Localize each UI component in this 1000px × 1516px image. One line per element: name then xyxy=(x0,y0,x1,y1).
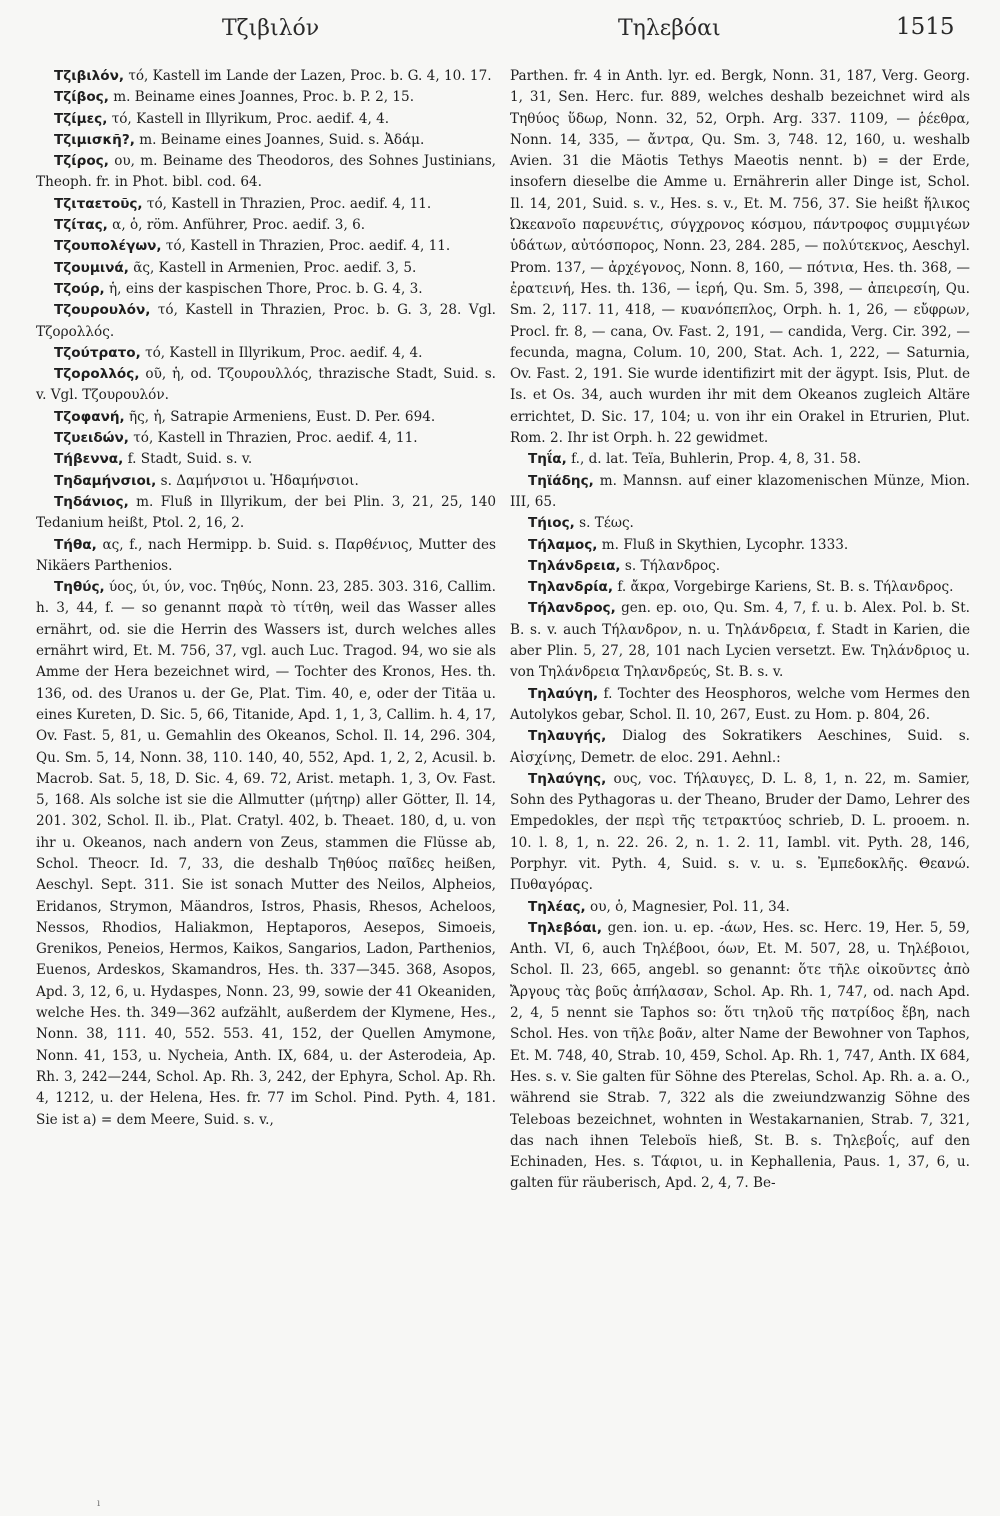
dictionary-entry xyxy=(510,449,970,470)
entry-definition: ᾶς, Kastell in Armenien, Proc. aedif. 3, 5. xyxy=(128,259,417,276)
dictionary-entry xyxy=(510,598,970,683)
entry-definition: m. Beiname eines Joannes, Proc. b. P. 2, 15. xyxy=(108,89,415,106)
entry-headword: Τζουμινά, xyxy=(54,259,129,276)
entry-headword: Τζιταετοῦς, xyxy=(54,195,143,212)
dictionary-entry xyxy=(36,364,496,407)
entry-headword: Τζίτας, xyxy=(54,217,108,234)
dictionary-entry xyxy=(36,535,496,578)
dictionary-entry xyxy=(36,236,496,257)
entry-headword: Τηλαύγης, xyxy=(528,770,607,787)
entry-definition: f. Tochter des Heosphoros, welche vom Hermes den Autolykos gebar, Schol. Il. 10, 267, Eust. zu Hom. p. 804, 26. xyxy=(510,685,970,723)
entry-definition: m. Fluß in Skythien, Lycophr. 1333. xyxy=(597,536,849,553)
entry-headword: Τηδαμήνσιοι, xyxy=(54,472,157,489)
dictionary-entry xyxy=(36,577,496,1131)
dictionary-entry xyxy=(510,684,970,727)
running-header xyxy=(0,14,1000,50)
entry-definition: s. Τήλανδρος. xyxy=(620,557,721,574)
entry-headword: Τηλαύγη, xyxy=(528,685,599,702)
dictionary-entry xyxy=(36,194,496,215)
entry-headword: Τηΐα, xyxy=(528,451,567,468)
entry-definition: Dialog des Sokratikers Aeschines, Suid. s. Αἰσχίνης, Demetr. de eloc. 291. Aehnl.: xyxy=(510,728,970,766)
entry-headword: Τήλανδρος, xyxy=(528,600,616,617)
entry-definition: α, ὁ, röm. Anführer, Proc. aedif. 3, 6. xyxy=(107,217,366,234)
entry-headword: Τζυειδών, xyxy=(54,430,129,447)
entry-headword: Τζούρ, xyxy=(54,280,105,297)
dictionary-entry xyxy=(36,428,496,449)
entry-headword: Τηλέας, xyxy=(528,898,586,915)
entry-definition: ῆς, ἡ, Satrapie Armeniens, Eust. D. Per. 694. xyxy=(124,408,436,425)
entry-headword: Τήβεννα, xyxy=(54,451,124,468)
dictionary-entry xyxy=(36,407,496,428)
dictionary-entry xyxy=(36,215,496,236)
entry-definition: τό, Kastell in Illyrikum, Proc. aedif. 4, 4. xyxy=(107,110,390,127)
entry-definition: τό, Kastell in Thrazien, Proc. b. G. 3, 28. Vgl. Τζορολλός. xyxy=(36,302,496,340)
printer-mark: ı xyxy=(97,1498,101,1509)
dictionary-entry xyxy=(36,258,496,279)
entry-headword: Τζούτρατο, xyxy=(54,344,141,361)
dictionary-entry xyxy=(36,87,496,108)
dictionary-entry xyxy=(36,343,496,364)
entry-definition: ου, m. Beiname des Theodoros, des Sohnes Justinians, Theoph. fr. in Phot. bibl. cod. 64. xyxy=(36,153,496,191)
dictionary-entry xyxy=(36,66,496,87)
dictionary-entry xyxy=(510,471,970,514)
dictionary-entry xyxy=(510,513,970,534)
entry-headword: Τζίμες, xyxy=(54,110,108,127)
entry-definition: Parthen. fr. 4 in Anth. lyr. ed. Bergk, Nonn. 31, 187, Verg. Georg. 1, 31, Sen. Herc. fur. 889, welches deshalb bezeichnet wird als Τηθύος ὕδωρ, Nonn. 32, 52, Orph. Arg. 337. 1109, — ῥέεθρα, Nonn. 14, 335, — ἄντρα, Qu. Sm. 3, 748. 12, 160, u. weshalb Avien. 31 die Mäotis Tethys Maeotis nennt. b) = der Erde, insofern dieselbe die Amme u. Ernährerin aller Dinge ist, Schol. Il. 14, 201, Suid. s. v., Hes. s. v., Et. M. 756, 37. Sie heißt ἥλικος Ὠκεανοῖο παρευνέτις, σύγχρονος κόσμου, πάντροφος συμμιγέων ὑδάτων, αὐτόσπορος, Nonn. 23, 284. 285, — πολύτεκνος, Aeschyl. Prom. 137, — ἀρχέγονος, Nonn. 8, 160, — πότνια, Hes. th. 368, — ἐρατεινή, Hes. th. 136, — ἱερή, Qu. Sm. 5, 398, — ἀπειρεσίη, Qu. Sm. 2, 117. 11, 418, — κυανόπεπλος, Orph. h. 1, 26, — εὔφρων, Procl. fr. 8, — cana, Ov. Fast. 2, 191, — candida, Verg. Cir. 392, — fecunda, magna, Colum. 10, 200, Stat. Ach. 1, 222, — Saturnia, Ov. Fast. 2, 191. Sie wurde identifizirt mit der ägypt. Isis, Plut. de Is. et Os. 34, auch wurden ihr mit dem Okeanos zugleich Altäre errichtet, D. Sic. 17, 104; u. von ihr ein Orakel in Etrurien, Plut. Rom. 2. Ihr ist Orph. h. 22 gewidmet. xyxy=(510,68,970,447)
entry-definition: τό, Kastell im Lande der Lazen, Proc. b. G. 4, 10. 17. xyxy=(124,68,492,84)
entry-definition: ους, voc. Τήλαυγες, D. L. 8, 1, n. 22, m. Samier, Sohn des Pythagoras u. der Theano, Bruder der Damo, Lehrer des Empedokles, der περὶ τῆς τετρακτύος schrieb, D. L. prooem. n. 10. l. 8, 1, n. 22. 26. 2, n. 1. 2. 11, Iambl. vit. Pyth. 28, 146, Porphyr. vit. Pyth. 4, Suid. s. v. u. s. Ἐμπεδοκλῆς. Θεανώ. Πυθαγόρας. xyxy=(510,770,970,894)
entry-definition: s. Δαμήνσιοι u. Ἡδαμήνσιοι. xyxy=(156,472,359,489)
dictionary-entry xyxy=(36,130,496,151)
entry-definition: τό, Kastell in Illyrikum, Proc. aedif. 4, 4. xyxy=(140,344,423,361)
dictionary-entry xyxy=(36,471,496,492)
entry-headword: Τζοφανή, xyxy=(54,408,125,425)
entry-definition: ου, ὁ, Magnesier, Pol. 11, 34. xyxy=(585,898,790,915)
dictionary-entry xyxy=(36,109,496,130)
page-number: 1515 xyxy=(896,14,955,40)
entry-headword: Τήιος, xyxy=(528,515,575,532)
dictionary-entry xyxy=(36,279,496,300)
entry-definition: τό, Kastell in Thrazien, Proc. aedif. 4, 11. xyxy=(142,195,432,212)
entry-headword: Τηλάνδρεια, xyxy=(528,557,621,574)
entry-definition: f. Stadt, Suid. s. v. xyxy=(123,451,253,468)
entry-headword: Τήλαμος, xyxy=(528,536,598,553)
dictionary-entry xyxy=(36,300,496,343)
entry-headword: Τηϊάδης, xyxy=(528,472,594,489)
entry-headword: Τηλεβόαι, xyxy=(528,919,602,936)
entry-definition: f. ἄκρα, Vorgebirge Kariens, St. B. s. Τήλανδρος. xyxy=(613,579,954,596)
entry-definition: ας, f., nach Hermipp. b. Suid. s. Παρθένιος, Mutter des Nikäers Parthenios. xyxy=(36,536,496,574)
entry-headword: Τζιμισκῆ?, xyxy=(54,131,135,148)
entry-headword: Τηλαυγής, xyxy=(528,728,607,745)
entry-headword: Τηθύς, xyxy=(54,579,105,596)
dictionary-entry xyxy=(510,66,970,449)
entry-headword: Τζορολλός, xyxy=(54,366,140,383)
entry-definition: m. Beiname eines Joannes, Suid. s. Ἀδάμ. xyxy=(134,131,425,148)
entry-definition: τό, Kastell in Thrazien, Proc. aedif. 4, 11. xyxy=(161,238,451,255)
dictionary-entry xyxy=(510,577,970,598)
entry-headword: Τζουρουλόν, xyxy=(54,302,151,319)
right-catchword: Τηλεβόαι xyxy=(618,16,721,41)
entry-headword: Τζίρος, xyxy=(54,153,109,170)
entry-definition: m. Mannsn. auf einer klazomenischen Münze, Mion. III, 65. xyxy=(510,472,970,510)
entry-definition: s. Τέως. xyxy=(574,515,634,532)
entry-headword: Τζιβιλόν, xyxy=(54,68,124,84)
entry-definition: ύος, ύι, ύν, voc. Τηθύς, Nonn. 23, 285. 303. 316, Callim. h. 3, 44, f. — so genannt παρὰ τὸ τίτθη, weil das Wasser alles ernährt, od. sie die Herrin des Wassers ist, durch welches alles ernährt wird, Et. M. 756, 37, vgl. auch Luc. Tragod. 94, wo sie als Amme der Hera bezeichnet wird, — Tochter des Kronos, Hes. th. 136, od. des Uranos u. der Ge, Plat. Tim. 40, e, oder der Titäa u. eines Kureten, D. Sic. 5, 66, Titanide, Apd. 1, 1, 3, Callim. h. 4, 17, Ov. Fast. 5, 81, u. Gemahlin des Okeanos, Schol. Il. 14, 296. 304, Qu. Sm. 5, 14, Nonn. 38, 110. 140, 40, 552, Apd. 1, 2, 2, Acusil. b. Macrob. Sat. 5, 18, D. Sic. 4, 69. 72, Arist. metaph. 1, 3, Ov. Fast. 5, 168. Als solche ist sie die Allmutter (μήτηρ) aller Götter, Il. 14, 201. 302, Schol. Il. ib., Plat. Cratyl. 402, b. Theaet. 180, d, u. von ihr u. Okeanos, nach andern von Zeus, stammen die Flüsse ab, Schol. Theocr. Id. 7, 33, die deshalb Τηθύος παῖδες heißen, Aeschyl. Sept. 311. Sie ist sonach Mutter des Neilos, Alpheios, Eridanos, Strymon, Mäandros, Istros, Phasis, Rhesos, Acheloos, Nessos, Rhodios, Haliakmon, Heptaporos, Aesepos, Simoeis, Grenikos, Peneios, Hermos, Kaikos, Sangarios, Ladon, Parthenios, Euenos, Ardeskos, Skamandros, Hes. th. 337—345. 368, Asopos, Apd. 3, 12, 6, u. Hydaspes, Nonn. 23, 99, sowie der 41 Okeaniden, welche Hes. th. 349—362 aufzählt, außerdem der Klymene, Hes., Nonn. 38, 111. 40, 552. 553. 41, 152, der Quellen Amymone, Nonn. 41, 153, u. Nycheia, Anth. IX, 684, u. der Asterodeia, Ap. Rh. 3, 242—244, Schol. Ap. Rh. 3, 242, der Ephyra, Schol. Ap. Rh. 4, 1212, u. der Helena, Hes. fr. 77 im Schol. Pind. Pyth. 4, 181. Sie ist a) = dem Meere, Suid. s. v., xyxy=(36,579,496,1128)
dictionary-entry xyxy=(510,897,970,918)
entry-definition: gen. ion. u. ep. -άων, Hes. sc. Herc. 19, Her. 5, 59, Anth. VI, 6, auch Τηλέβοοι, όων, Et. M. 507, 28, u. Τηλέβοιοι, Schol. Il. 23, 665, angebl. so genannt: ὅτε τῆλε οἰκοῦντες ἀπὸ Ἄργους τὰς βοῦς ἀπήλασαν, Schol. Ap. Rh. 1, 747, od. nach Apd. 2, 4, 5 nennt sie Taphos so: ὅτι τηλοῦ τῆς πατρίδος ἔβη, nach Schol. Hes. von τῆλε βοᾶν, alter Name der Bewohner von Taphos, Et. M. 748, 40, Strab. 10, 459, Schol. Ap. Rh. 1, 747, Anth. IX 684, Hes. s. v. Sie galten für Söhne des Pterelas, Schol. Ap. Rh. a. a. O., während sie Strab. 7, 322 als die zweiundzwanzig Söhne des Teleboas bezeichnet, wohnten in Westakarnanien, Strab. 7, 321, das nach ihnen Teleboïs hieß, St. B. s. Τηλεβοΐς, auf den Echinaden, Hes. s. Τάφιοι, u. in Kephallenia, Paus. 1, 37, 6, u. galten für räuberisch, Apd. 2, 4, 7. Be- xyxy=(510,919,970,1192)
entry-definition: f., d. lat. Teïa, Buhlerin, Prop. 4, 8, 31. 58. xyxy=(566,451,862,468)
entry-definition: τό, Kastell in Thrazien, Proc. aedif. 4, 11. xyxy=(128,430,418,447)
entry-headword: Τήθα, xyxy=(54,536,97,553)
dictionary-entry xyxy=(510,918,970,1195)
dictionary-entry xyxy=(510,535,970,556)
dictionary-entry xyxy=(510,769,970,897)
entry-headword: Τζουπολέγων, xyxy=(54,238,162,255)
entry-headword: Τζίβος, xyxy=(54,89,109,106)
left-column xyxy=(36,66,496,1131)
entry-definition: ἡ, eins der kaspischen Thore, Proc. b. G. 4, 3. xyxy=(104,280,423,297)
entry-definition: m. Fluß in Illyrikum, der bei Plin. 3, 21, 25, 140 Tedanium heißt, Ptol. 2, 16, 2. xyxy=(36,493,496,532)
entry-headword: Τηδάνιος, xyxy=(54,493,129,510)
dictionary-entry xyxy=(36,492,496,535)
entry-definition: οῦ, ἡ, od. Τζουρουλλός, thrazische Stadt, Suid. s. v. Vgl. Τζουρουλόν. xyxy=(36,366,496,404)
right-column xyxy=(510,66,970,1195)
dictionary-entry xyxy=(510,556,970,577)
dictionary-entry xyxy=(36,449,496,470)
entry-headword: Τηλανδρία, xyxy=(528,579,614,596)
left-catchword: Τζιβιλόν xyxy=(222,16,320,41)
dictionary-entry xyxy=(510,726,970,769)
dictionary-entry xyxy=(36,151,496,194)
entry-definition: gen. ep. οιο, Qu. Sm. 4, 7, f. u. b. Alex. Pol. b. St. B. s. v. auch Τήλανδρον, n. u. Τηλάνδρεια, f. Stadt in Karien, die aber Plin. 5, 27, 28, 101 nach Lycien versetzt. Ew. Τηλάνδριος u. von Τηλάνδρεια Τηλανδρεύς, St. B. s. v. xyxy=(510,600,970,681)
